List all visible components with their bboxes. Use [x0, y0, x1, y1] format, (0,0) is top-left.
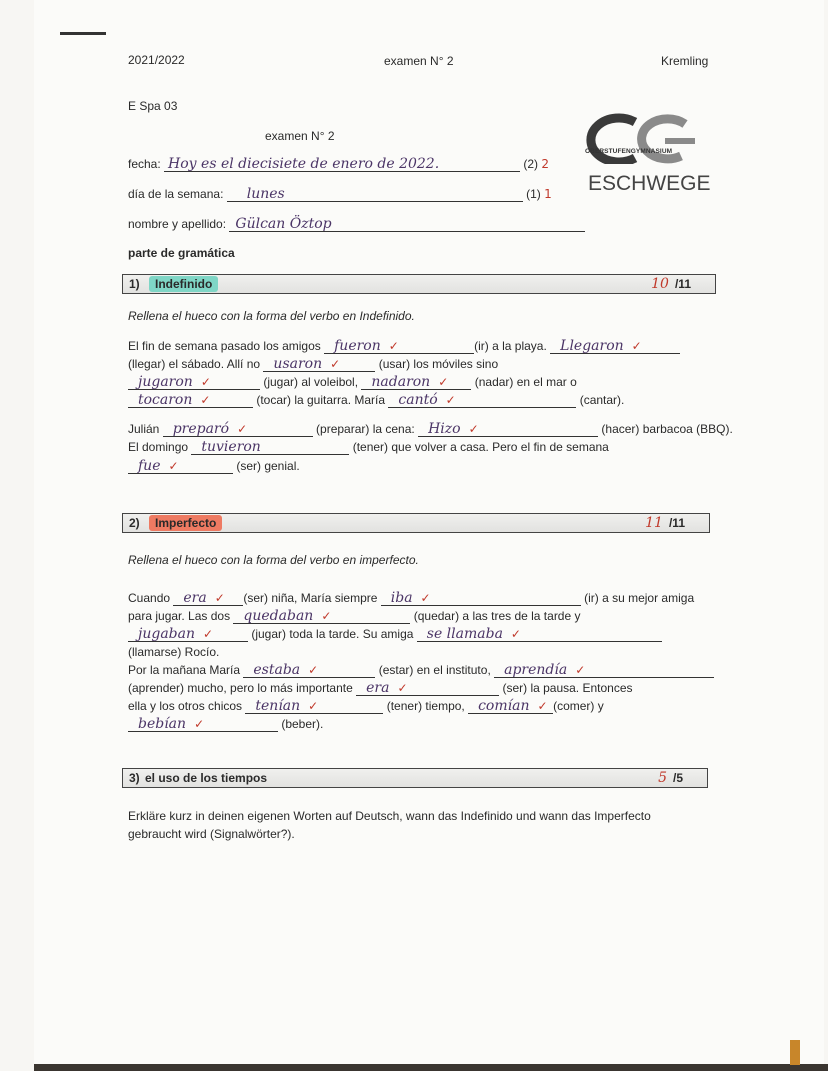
section-heading: Imperfecto — [149, 515, 222, 531]
section-title: parte de gramática — [128, 246, 235, 260]
text-line — [128, 679, 633, 697]
fecha-score: 2 — [541, 157, 550, 171]
exercise-text: gebraucht wird (Signalwörter?). — [128, 827, 295, 841]
section-heading: el uso de los tiempos — [145, 771, 268, 785]
checkmark-icon: ✓ — [308, 699, 319, 713]
checkmark-icon: ✓ — [468, 422, 479, 436]
exercise-text: (ir) a la playa. — [474, 339, 551, 353]
handwritten-answer: bebían — [138, 716, 187, 732]
teacher-name: Kremling — [661, 54, 709, 68]
answer-blank[interactable] — [418, 422, 598, 437]
checkmark-icon: ✓ — [537, 699, 548, 713]
scan-edge — [34, 1064, 828, 1071]
answer-blank[interactable] — [381, 591, 581, 606]
text-line — [128, 607, 581, 625]
text-line — [128, 391, 624, 409]
instruction: Rellena el hueco con la forma del verbo en imperfecto. — [128, 553, 419, 567]
score-max: /5 — [672, 771, 683, 785]
checkmark-icon: ✓ — [388, 339, 399, 353]
text-line — [128, 697, 604, 715]
exercise-text: (usar) los móviles sino — [375, 357, 499, 371]
handwritten-answer: quedaban — [243, 608, 314, 624]
scan-edge-mark — [790, 1040, 800, 1065]
handwritten-answer: tuvieron — [201, 439, 261, 455]
answer-blank[interactable] — [417, 627, 662, 642]
answer-blank[interactable] — [468, 699, 553, 714]
logo-bottom-text: ESCHWEGE — [588, 172, 711, 195]
handwritten-answer: fue — [138, 458, 161, 474]
exercise-text: (hacer) barbacoa (BBQ). — [598, 422, 733, 436]
nombre-answer: Gülcan Öztop — [235, 216, 332, 232]
handwritten-answer: jugaron — [138, 374, 193, 390]
exam-header: examen N° 2 — [384, 54, 454, 68]
answer-blank[interactable] — [263, 357, 375, 372]
exercise-text: (ser) genial. — [233, 459, 300, 473]
corner-mark — [60, 32, 106, 35]
exercise-text: (ir) a su mejor amiga — [580, 591, 695, 605]
section-header-3 — [122, 768, 708, 788]
fecha-label: fecha: — [128, 157, 161, 171]
handwritten-answer: tocaron — [138, 392, 193, 408]
exercise-text: (aprender) mucho, pero lo más importante — [128, 681, 357, 695]
text-line — [128, 661, 714, 679]
exercise-text: El domingo — [128, 440, 192, 454]
checkmark-icon: ✓ — [397, 681, 408, 695]
checkmark-icon: ✓ — [330, 357, 341, 371]
handwritten-answer: preparó — [172, 421, 230, 437]
exercise-text: (quedar) a las tres de la tarde y — [410, 609, 581, 623]
exercise-text: (jugar) toda la tarde. Su amiga — [248, 627, 417, 641]
dia-answer: lunes — [246, 186, 285, 202]
exercise-text: (tener) tiempo, — [383, 699, 469, 713]
school-year: 2021/2022 — [128, 53, 185, 67]
answer-blank[interactable] — [356, 681, 499, 696]
answer-blank[interactable] — [163, 422, 313, 437]
exercise-text: Julián — [128, 422, 163, 436]
checkmark-icon: ✓ — [308, 663, 319, 677]
text-line — [128, 337, 680, 355]
fecha-points: (2) — [523, 157, 539, 171]
answer-blank[interactable] — [128, 627, 248, 642]
handwritten-answer: Hizo — [428, 421, 461, 437]
checkmark-icon: ✓ — [237, 422, 248, 436]
instruction: Rellena el hueco con la forma del verbo en Indefinido. — [128, 309, 415, 323]
exercise-text: (beber). — [278, 717, 324, 731]
checkmark-icon: ✓ — [445, 393, 456, 407]
handwritten-answer: nadaron — [371, 374, 431, 390]
nombre-field — [128, 217, 585, 232]
answer-blank[interactable] — [243, 663, 375, 678]
text-line — [128, 589, 694, 607]
checkmark-icon: ✓ — [420, 591, 431, 605]
exercise-text: (ser) la pausa. Entonces — [499, 681, 633, 695]
text-line — [128, 825, 295, 843]
score-achieved: 11 — [645, 515, 663, 531]
section-header-1 — [122, 274, 716, 294]
exercise-text: (cantar). — [576, 393, 625, 407]
answer-blank[interactable] — [173, 591, 243, 606]
text-line — [128, 807, 651, 825]
answer-blank[interactable] — [361, 375, 471, 390]
answer-blank[interactable] — [128, 393, 253, 408]
score-max: /11 — [668, 516, 685, 530]
checkmark-icon: ✓ — [203, 627, 214, 641]
dia-points: (1) — [526, 187, 541, 201]
exercise-text: Por la mañana María — [128, 663, 244, 677]
checkmark-icon: ✓ — [200, 375, 211, 389]
section-score — [651, 276, 691, 292]
handwritten-answer: estaba — [253, 662, 301, 678]
exercise-text: (nadar) en el mar o — [471, 375, 577, 389]
answer-blank[interactable] — [550, 339, 680, 354]
answer-blank[interactable] — [191, 440, 349, 455]
section-header-2 — [122, 513, 710, 533]
exercise-text: Cuando — [128, 591, 174, 605]
section-heading: Indefinido — [149, 276, 218, 292]
nombre-input[interactable] — [229, 217, 585, 232]
text-line — [128, 420, 733, 438]
checkmark-icon: ✓ — [321, 609, 332, 623]
exercise-text: (tocar) la guitarra. María — [253, 393, 389, 407]
course-code: E Spa 03 — [128, 99, 178, 113]
exercise-text: Erkläre kurz in deinen eigenen Worten auf Deutsch, wann das Indefinido und wann das Imperfecto — [128, 809, 651, 823]
score-max: /11 — [674, 277, 691, 291]
checkmark-icon: ✓ — [438, 375, 449, 389]
answer-blank[interactable] — [128, 459, 233, 474]
handwritten-answer: era — [366, 680, 390, 696]
exercise-text: El fin de semana pasado los amigos — [128, 339, 325, 353]
answer-blank[interactable] — [128, 717, 278, 732]
section-score — [645, 515, 685, 531]
checkmark-icon: ✓ — [200, 393, 211, 407]
exercise-text: (preparar) la cena: — [312, 422, 419, 436]
fecha-input[interactable] — [164, 157, 520, 172]
exercise-text: (llegar) el sábado. Allí no — [128, 357, 264, 371]
exercise-text: (llamarse) Rocío. — [128, 645, 220, 659]
exercise-text: (comer) y — [553, 699, 604, 713]
text-line — [128, 457, 300, 475]
school-logo — [585, 112, 711, 200]
text-line — [128, 438, 609, 456]
handwritten-answer: tenían — [255, 698, 301, 714]
dia-field — [128, 187, 552, 202]
handwritten-answer: era — [183, 590, 207, 606]
exercise-text: (jugar) al voleibol, — [260, 375, 362, 389]
exercise-text: para jugar. Las dos — [128, 609, 234, 623]
exam-subtitle: examen N° 2 — [265, 129, 335, 143]
score-achieved: 10 — [651, 276, 669, 292]
exercise-text: (estar) en el instituto, — [375, 663, 495, 677]
handwritten-answer: aprendía — [504, 662, 568, 678]
dia-score: 1 — [544, 187, 552, 201]
answer-blank[interactable] — [233, 609, 410, 624]
section-number: 2) — [129, 516, 140, 530]
handwritten-answer: se llamaba — [426, 626, 503, 642]
fecha-field — [128, 157, 549, 172]
exercise-text: (tener) que volver a casa. Pero el fin de semana — [349, 440, 609, 454]
checkmark-icon: ✓ — [575, 663, 586, 677]
logo-mark-icon — [585, 112, 697, 164]
logo-top-text: OBERSTUFENGYMNASIUM — [585, 148, 673, 155]
section-score — [658, 770, 683, 786]
checkmark-icon: ✓ — [631, 339, 642, 353]
handwritten-answer: jugaban — [138, 626, 195, 642]
handwritten-answer: iba — [390, 590, 413, 606]
answer-blank[interactable] — [245, 699, 383, 714]
checkmark-icon: ✓ — [510, 627, 521, 641]
answer-blank[interactable] — [494, 663, 714, 678]
dia-input[interactable] — [227, 187, 523, 202]
exercise-text: (ser) niña, María siempre — [243, 591, 381, 605]
handwritten-answer: fueron — [334, 338, 381, 354]
dia-label: día de la semana: — [128, 187, 224, 201]
fecha-answer: Hoy es el diecisiete de enero de 2022. — [168, 156, 440, 172]
text-line — [128, 373, 577, 391]
text-line — [128, 355, 498, 373]
section-number: 3) — [129, 771, 140, 785]
text-line — [128, 643, 219, 661]
text-line — [128, 715, 323, 733]
checkmark-icon: ✓ — [194, 717, 205, 731]
handwritten-answer: cantó — [398, 392, 438, 408]
checkmark-icon: ✓ — [214, 591, 225, 605]
handwritten-answer: Llegaron — [560, 338, 624, 354]
answer-blank[interactable] — [128, 375, 260, 390]
handwritten-answer: usaron — [273, 356, 323, 372]
answer-blank[interactable] — [388, 393, 576, 408]
section-number: 1) — [129, 277, 140, 291]
exercise-text: ella y los otros chicos — [128, 699, 246, 713]
checkmark-icon: ✓ — [168, 459, 179, 473]
nombre-label: nombre y apellido: — [128, 217, 227, 231]
text-line — [128, 625, 662, 643]
answer-blank[interactable] — [324, 339, 474, 354]
handwritten-answer: comían — [478, 698, 530, 714]
score-achieved: 5 — [658, 770, 667, 786]
